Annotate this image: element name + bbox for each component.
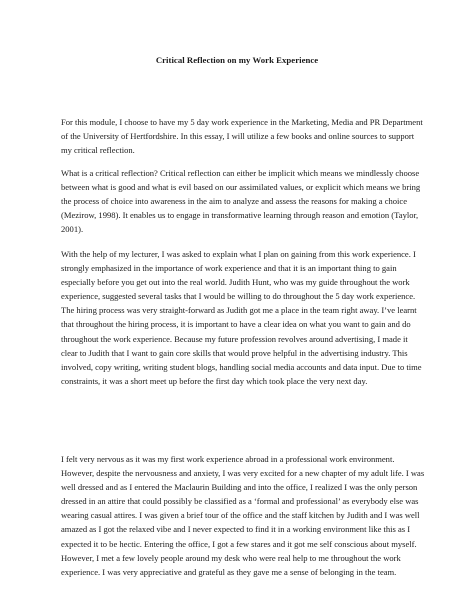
paragraph-line: What is a critical reflection? Critical reflection can either be implicit which means we mindlessly choose — [61, 168, 420, 178]
paragraph-line: between what is good and what is evil based on our assimilated values, or explicit which means we bring — [61, 182, 421, 193]
document-title: Critical Reflection on my Work Experience — [155, 55, 319, 65]
paragraph-line: throughout the work experience. Because my future profession revolves around advertising, I made it — [61, 333, 408, 344]
paragraph-line: experience. I was very appreciative and grateful as they gave me a sense of belonging in the team. — [61, 566, 397, 577]
paragraph-line: 2001). — [61, 224, 84, 235]
paragraph-hiring-process — [61, 247, 422, 388]
paragraph-line: strongly emphasized in the importance of work experience and that it is an important thing to gain — [61, 263, 397, 274]
paragraph-line: dressed in an attire that could possibly be classified as a ‘formal and professional’ as everybody else was — [61, 496, 419, 507]
paragraph-intro — [61, 115, 423, 157]
paragraph-line: the process of choice into awareness in the aim to analyze and assess the reasons for making a choice — [61, 196, 408, 207]
paragraph-line: my critical reflection. — [61, 145, 135, 156]
paragraph-line: With the help of my lecturer, I was asked to explain what I plan on gaining from this work experience. I — [61, 249, 416, 259]
paragraph-line: well dressed and as I entered the Maclaurin Building and into the office, I realized I was the only person — [61, 482, 418, 493]
paragraph-line: especially before you get out into the real world. Judith Hunt, who was my guide throughout the work — [61, 277, 410, 288]
paragraph-line: (Mezirow, 1998). It enables us to engage in transformative learning through reason and emotion (Taylor, — [61, 210, 419, 221]
paragraph-line: of the University of Hertfordshire. In this essay, I will utilize a few books and online sources to support — [61, 131, 415, 142]
paragraph-line: I felt very nervous as it was my first work experience abroad in a professional work environment. — [61, 454, 395, 464]
paragraph-first-day — [61, 452, 425, 579]
paragraph-line: For this module, I choose to have my 5 day work experience in the Marketing, Media and PR Department — [61, 117, 423, 127]
paragraph-line: experience, suggested several tasks that I would be willing to do throughout the 5 day work experience. — [61, 291, 416, 302]
paragraph-line: The hiring process was very straight-forward as Judith got me a place in the team right away. I’ve learnt — [61, 305, 417, 316]
paragraph-line: constraints, it was a short meet up before the first day which took place the very next day. — [61, 375, 368, 386]
paragraph-line: amazed as I got the relaxed vibe and I never expected to find it in a working environment like this as I — [61, 524, 411, 535]
paragraph-line: expected it to be hectic. Entering the office, I got a few stares and it got me self conscious about myself. — [61, 538, 417, 549]
paragraph-line: involved, copy writing, writing student blogs, handling social media accounts and data input. Due to time — [61, 361, 422, 372]
paragraph-line: wearing casual attires. I was given a brief tour of the office and the staff kitchen by Judith and I was well — [61, 510, 420, 521]
paragraph-line: However, despite the nervousness and anxiety, I was very excited for a new chapter of my adult life. I was — [61, 468, 425, 479]
paragraph-line: However, I met a few lovely people around my desk who were real help to me throughout the work — [61, 552, 401, 563]
paragraph-line: clear to Judith that I want to gain core skills that would prove helpful in the advertising industry. This — [61, 347, 408, 358]
paragraph-critical-reflection — [61, 166, 421, 236]
paragraph-line: that throughout the hiring process, it is important to have a clear idea on what you want to gain and do — [61, 319, 411, 330]
